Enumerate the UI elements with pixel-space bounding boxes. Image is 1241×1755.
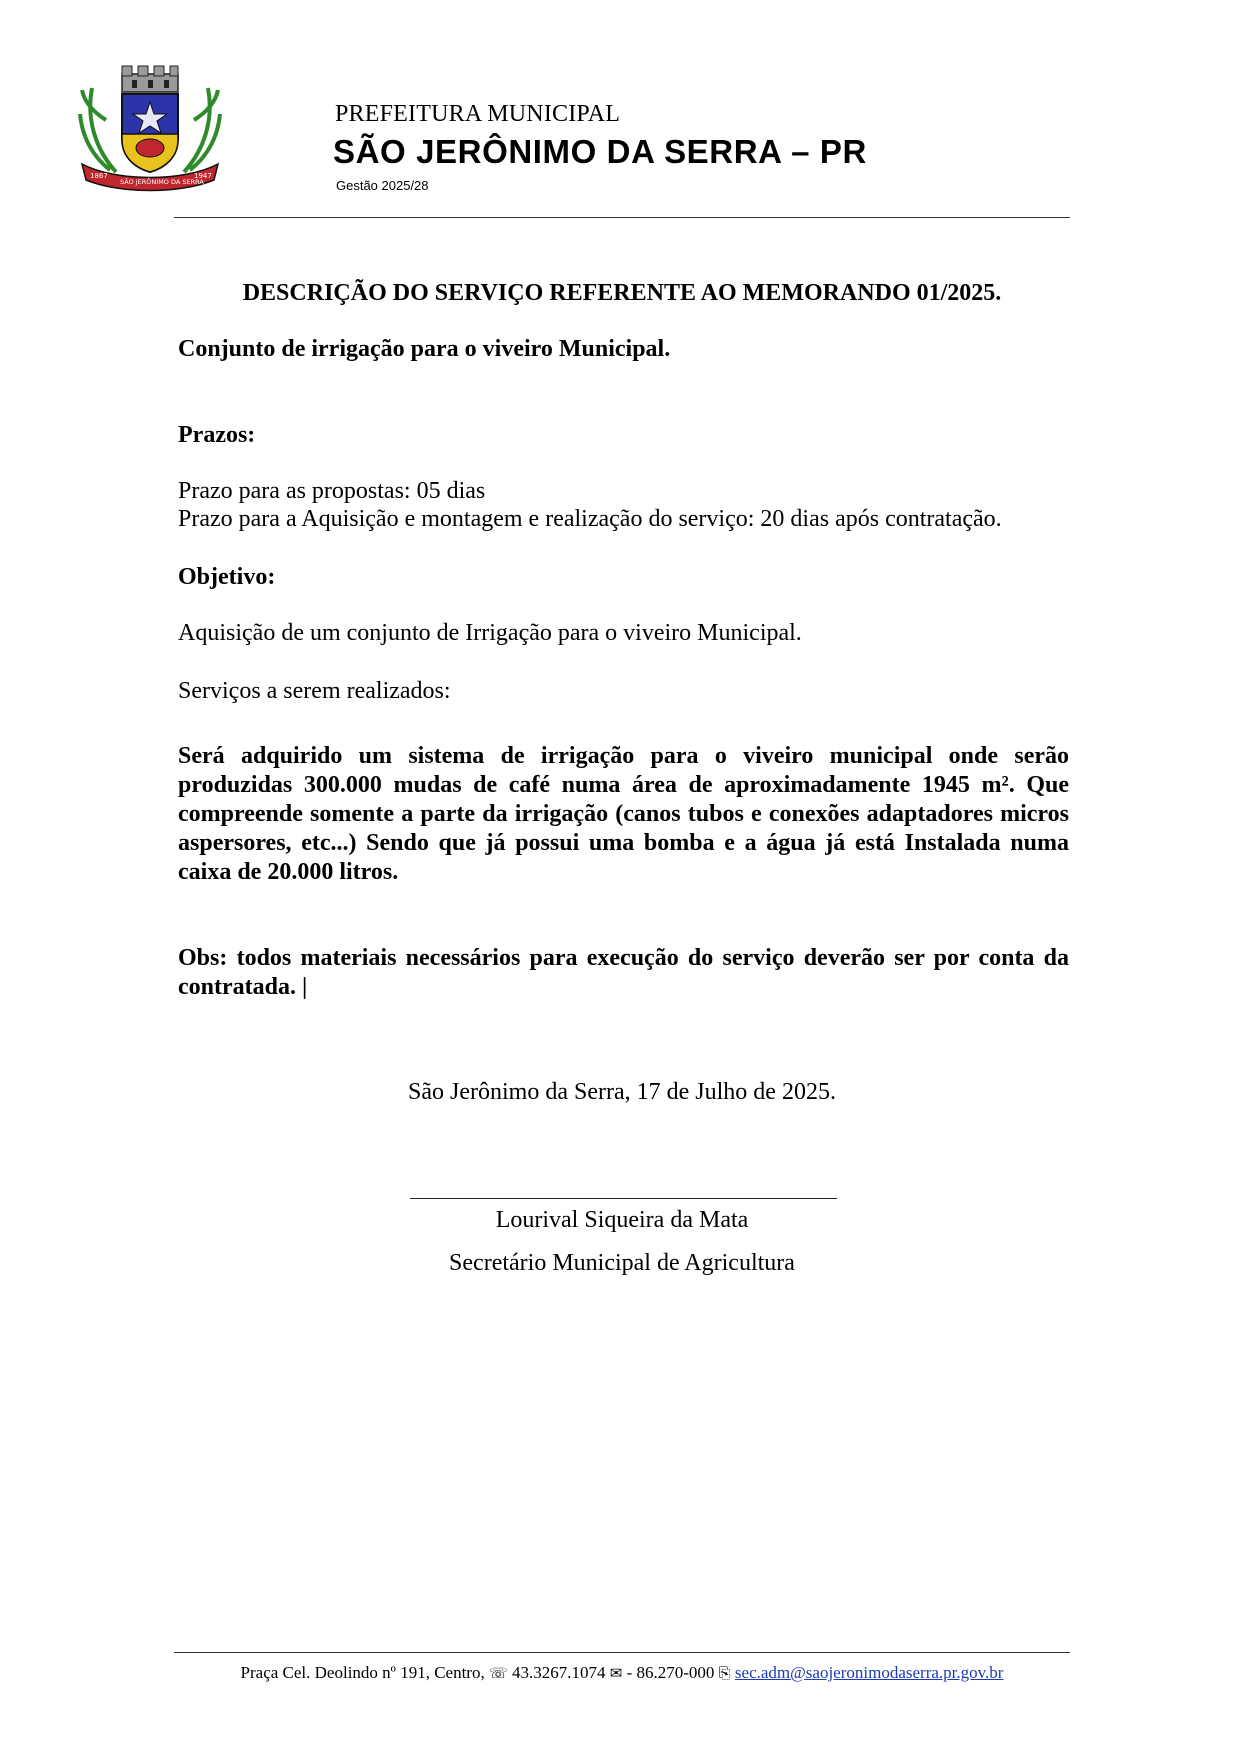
footer-email-link[interactable]: sec.adm@saojeronimodaserra.pr.gov.br <box>734 1663 1004 1682</box>
document-title: DESCRIÇÃO DO SERVIÇO REFERENTE AO MEMORANDO 01/2025. <box>242 280 1002 306</box>
footer-address: Praça Cel. Deolindo nº 191, Centro, <box>240 1663 485 1682</box>
service-description: Será adquirido um sistema de irrigação para o viveiro municipal onde serão produzidas 300.000 mudas de café numa área de aproximadamente 1945 m². Que compreende somente a parte da irrigação (canos tubos e conexões adaptadores micros aspersores, etc...) Sendo que já possui uma bomba e a água já está Instalada numa caixa de 20.000 litros. <box>178 743 1069 885</box>
gestao-label: Gestão 2025/28 <box>336 178 429 193</box>
city-title: SÃO JERÔNIMO DA SERRA – PR <box>333 133 867 170</box>
date-line: São Jerônimo da Serra, 17 de Julho de 2025. <box>408 1079 836 1105</box>
signatory-role: Secretário Municipal de Agricultura <box>449 1250 795 1276</box>
subject-line: Conjunto de irrigação para o viveiro Municipal. <box>178 336 671 362</box>
prazo-propostas: Prazo para as propostas: 05 dias <box>178 478 486 504</box>
objetivo-heading: Objetivo: <box>178 564 276 590</box>
fax-icon: ⎘ <box>718 1664 731 1682</box>
prazos-heading: Prazos: <box>178 422 256 448</box>
prazo-aquisicao: Prazo para a Aquisição e montagem e realização do serviço: 20 dias após contratação. <box>178 506 1002 532</box>
telephone-icon: ☏ <box>488 1664 508 1682</box>
obs-paragraph: Obs: todos materiais necessários para execução do serviço deverão ser por conta da contratada. | <box>178 945 1069 1000</box>
prefeitura-label: PREFEITURA MUNICIPAL <box>335 101 621 127</box>
signature-line <box>410 1198 837 1199</box>
crest-city-name: SÃO JERÔNIMO DA SERRA <box>120 178 204 186</box>
crest-year-left: 1867 <box>90 172 108 180</box>
header-divider <box>174 217 1070 218</box>
servicos-label: Serviços a serem realizados: <box>178 678 451 704</box>
municipal-crest-icon <box>76 60 224 192</box>
objetivo-text: Aquisição de um conjunto de Irrigação para o viveiro Municipal. <box>178 620 802 646</box>
footer-divider <box>174 1652 1070 1653</box>
footer-contact <box>174 1663 1070 1683</box>
envelope-icon: ✉ <box>609 1664 623 1682</box>
signatory-name: Lourival Siqueira da Mata <box>495 1207 749 1233</box>
crest-year-right: 1947 <box>194 172 212 180</box>
footer-phone: 43.3267.1074 <box>511 1663 606 1682</box>
footer-cep: - 86.270-000 <box>626 1663 715 1682</box>
